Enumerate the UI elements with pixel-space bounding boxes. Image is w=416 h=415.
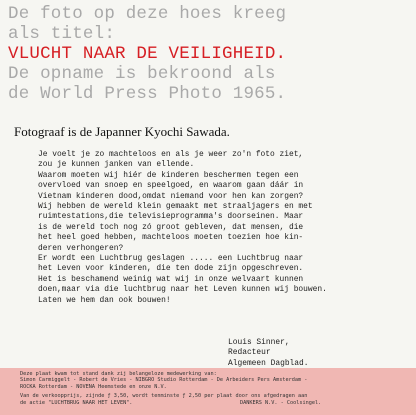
heading-line-5: de World Press Photo 1965. — [8, 84, 287, 104]
heading-line-4: De opname is bekroond als — [8, 64, 276, 84]
signature-role: Redacteur — [228, 348, 271, 358]
heading-line-1: De foto op deze hoes kreeg — [8, 4, 287, 24]
signature-name: Louis Sinner, — [228, 338, 290, 347]
body-line: het heel goed hebben, machteloos moeten toezien hoe kin- — [38, 233, 304, 243]
credits-line — [0, 400, 416, 406]
body-line: is de wereld toch nog zó groot gebleven, dat mensen, die — [38, 222, 304, 232]
credits-line: Van de verkoopprijs, zijnde ƒ 3,50, wordt tenminste ƒ 2,50 per plaat door ons afgedragen aan — [20, 393, 308, 400]
body-line: het Leven voor kinderen, die ten dode zijn opgeschreven. — [38, 264, 304, 274]
credits-banner — [0, 368, 416, 415]
credits-company: DANKERS N.V. - Coolsingel. — [240, 399, 322, 406]
body-line: Je voelt je zo machteloos en als je weer zo'n foto ziet, — [38, 150, 304, 159]
signature-paper: Algemeen Dagblad. — [228, 358, 309, 368]
credits-line: Deze plaat kwam tot stand dank zij belangeloze medewerking van: — [20, 371, 217, 377]
body-line: deren verhongeren? — [38, 243, 124, 253]
body-line: Het is beschamend weinig wat wij in onze welvaart kunnen — [38, 274, 304, 284]
heading-line-2: als titel: — [8, 24, 116, 44]
body-line: ruimtestations,die televisieprogramma's doorseinen. Maar — [38, 212, 304, 222]
heading-block — [8, 4, 412, 104]
credits-line: ROCKA Rotterdam - NOVENA Heemstede en onze N.V. — [20, 383, 167, 390]
credits-action: de actie "LUCHTBRUG NAAR HET LEVEN". — [20, 399, 133, 406]
body-line: Waarom moeten wij hiér de kinderen beschermen tegen een — [38, 170, 299, 180]
signature-block — [228, 338, 309, 369]
body-line: doen,maar via die luchtbrug naar het Leven kunnen wij bouwen. — [38, 285, 327, 295]
body-line: Vietnam kinderen dood,omdat niemand voor hen kan zorgen? — [38, 191, 304, 201]
body-line: Laten we hem dan ook bouwen! — [38, 295, 171, 305]
body-text — [38, 150, 408, 306]
body-line: Wij hebben de wereld klein gemaakt met straaljagers en met — [38, 202, 313, 212]
photographer-credit: Fotograaf is de Japanner Kyochi Sawada. — [14, 124, 230, 139]
photo-title: VLUCHT NAAR DE VEILIGHEID. — [8, 44, 287, 64]
body-line: overvloed van snoep en speelgoed, en waarom gaan dáár in — [38, 181, 304, 191]
body-line: Er wordt een Luchtbrug geslagen ..... een Luchtbrug naar — [38, 254, 304, 264]
body-line: zou je kunnen janken van ellende. — [38, 160, 195, 170]
credits-line: Simon Carmiggelt - Robert de Vries - NIBGRO Studio Rotterdam - De Arbeiders Pers Amsterdam - — [20, 377, 308, 384]
